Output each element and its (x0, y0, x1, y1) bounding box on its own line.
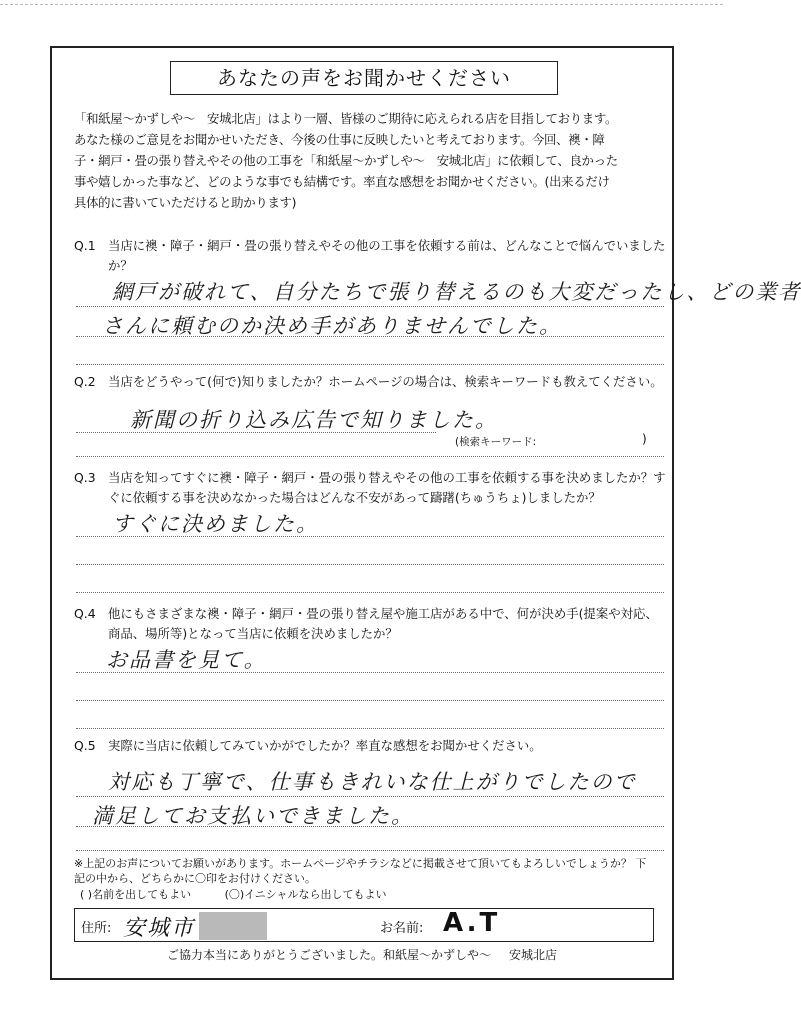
answer-line (76, 306, 664, 307)
answer-handwriting: 対応も丁寧で、仕事もきれいな仕上がりでしたので (108, 770, 637, 794)
answer-line (76, 364, 664, 365)
answer-line (76, 826, 664, 827)
intro-line: 子・網戸・畳の張り替えやその他の工事を「和紙屋〜かずしや〜 安城北店」に依頼して、良かった (74, 153, 618, 168)
answer-line (76, 700, 664, 701)
address-label: 住所: (81, 921, 112, 936)
intro-paragraph (74, 108, 666, 213)
answer-handwriting: さんに頼むのか決め手がありませんでした。 (102, 314, 562, 338)
note-line: ※上記のお声についてお願いがあります。ホームページやチラシなどに掲載させて頂いてもよろしいでしょうか？ 下 (74, 857, 647, 870)
name-label: お名前: (380, 921, 424, 936)
choice-initials: (〇)イニシャルなら出してもよい (224, 888, 387, 901)
search-keyword-label: (検索キーワード: (455, 436, 537, 448)
question-text: 実際に当店に依頼してみていかがでしたか？率直な感想をお聞かせください。 (108, 738, 542, 753)
intro-line: 「和紙屋〜かずしや〜 安城北店」はより一層、皆様のご期待に応えられる店を目指しております。 (74, 111, 618, 126)
intro-line: あなた様のご意見をお聞かせいただき、今後の仕事に反映したいと考えております。今回、襖・障 (74, 132, 605, 147)
address-handwriting: 安城市 (123, 916, 196, 941)
note-line: 記の中から、どちらかに〇印をお付けください。 (74, 872, 316, 885)
name-handwriting: A.T (443, 908, 501, 938)
answer-handwriting: 新聞の折り込み広告で知りました。 (130, 408, 498, 432)
answer-handwriting: 満足してお支払いできました。 (92, 804, 414, 828)
answer-line (76, 796, 664, 797)
answer-line (76, 672, 664, 673)
redaction-block (199, 912, 267, 940)
answer-handwriting: お品書を見て。 (106, 648, 267, 672)
answer-line (76, 536, 664, 537)
answer-line (76, 592, 664, 593)
answer-line (76, 850, 664, 851)
answer-line (76, 564, 664, 565)
answer-handwriting: 網戸が破れて、自分たちで張り替えるのも大変だったし、どの業者 (112, 280, 801, 304)
survey-title: あなたの声をお聞かせください (170, 61, 558, 95)
question-number: Q.5 (74, 738, 96, 753)
publication-note (74, 856, 666, 886)
survey-sheet (50, 46, 801, 980)
answer-line (76, 728, 664, 729)
intro-line: 具体的に書いていただけると助かります) (74, 195, 297, 210)
answer-line (76, 456, 664, 457)
question-text: 当店を知ってすぐに襖・障子・網戸・畳の張り替えやその他の工事を依頼する事を決めましたか？すぐに依頼する事を決めなかった場合はどんな不安があって躊躇(ちゅうちょ)しましたか？ (108, 470, 666, 505)
answer-line (76, 336, 664, 337)
footer-thanks (52, 946, 672, 963)
answer-handwriting: すぐに決めました。 (112, 512, 319, 536)
question-number: Q.3 (74, 470, 96, 485)
question-number: Q.1 (74, 238, 96, 253)
question-text: 当店に襖・障子・網戸・畳の張り替えやその他の工事を依頼する前は、どんなことで悩んでいましたか？ (108, 238, 666, 273)
question-number: Q.2 (74, 374, 96, 389)
address-name-box (74, 908, 654, 942)
scan-edge-line (0, 4, 723, 5)
footer-store-name: 安城北店 (509, 948, 558, 962)
answer-line (76, 432, 436, 433)
choice-full-name: ( )名前を出してもよい (80, 888, 192, 901)
footer-thanks-text: ご協力本当にありがとうございました。和紙屋〜かずしや〜 (166, 948, 491, 962)
question-text: 他にもさまざまな襖・障子・網戸・畳の張り替え屋や施工店がある中で、何が決め手(提案や対応、商品、場所等)となって当店に依頼を決めましたか？ (108, 606, 658, 641)
consent-choices (80, 886, 417, 902)
question-text: 当店をどうやって(何で)知りましたか？ホームページの場合は、検索キーワードも教えてください。 (108, 374, 663, 389)
search-keyword-close: ) (642, 432, 647, 446)
intro-line: 事や嬉しかった事など、どのような事でも結構です。率直な感想をお聞かせください。(出来るだけ (74, 174, 610, 189)
question-number: Q.4 (74, 606, 96, 621)
